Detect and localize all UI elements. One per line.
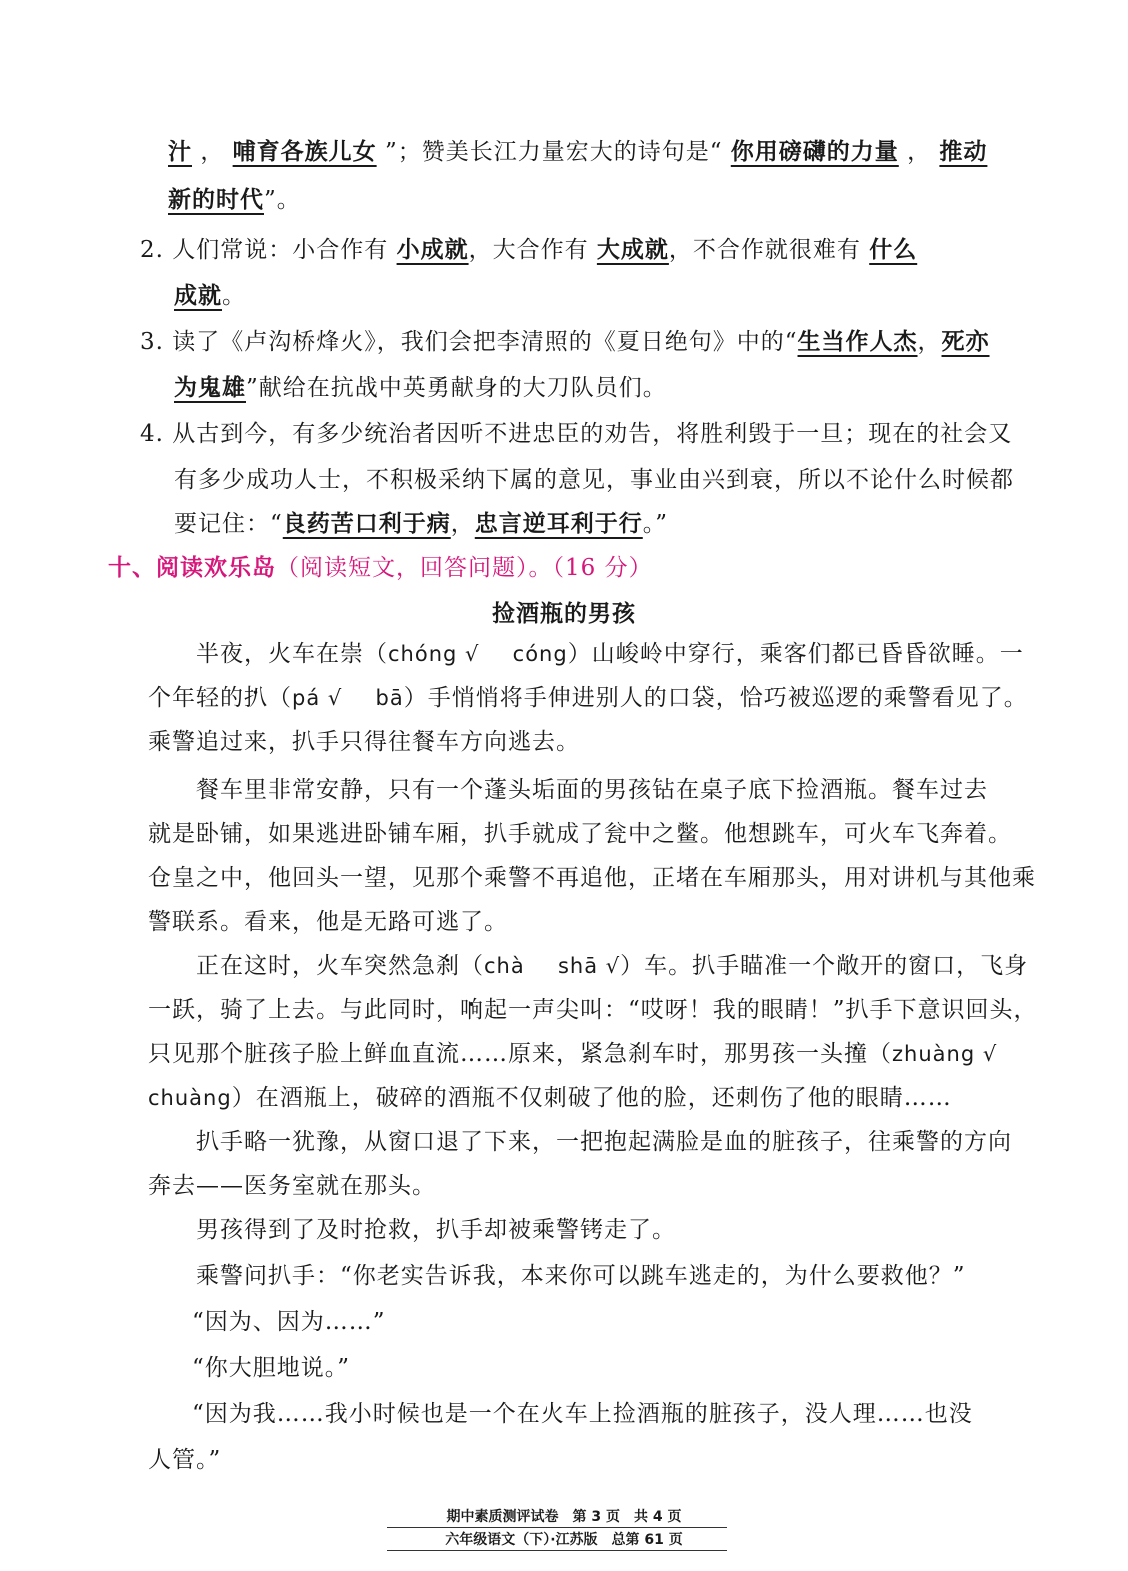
answer-blank: 哺育各族儿女	[232, 138, 377, 165]
answer-blank: 生当作人杰	[797, 328, 918, 355]
answer-blank: 大成就	[596, 236, 669, 263]
question-4-line1: 4. 从古到今，有多少统治者因听不进忠臣的劝告，将胜利毁于一旦；现在的社会又	[140, 421, 1013, 447]
answer-blank: 良药苦口利于病	[282, 510, 451, 537]
footer-divider	[387, 1527, 727, 1528]
story-paragraph-8: “你大胆地说。”	[192, 1355, 351, 1381]
answer-blank: 忠言逆耳利于行	[474, 510, 643, 537]
footer-page-info: 期中素质测评试卷 第 3 页 共 4 页	[446, 1509, 682, 1525]
answer-blank: 你用磅礴的力量	[730, 138, 899, 165]
story-paragraph-1-line1: 半夜，火车在崇（chóng √ cóng）山峻岭中穿行，乘客们都已昏昏欲睡。一	[196, 641, 1024, 667]
story-paragraph-3-line3: 只见那个脏孩子脸上鲜血直流……原来，紧急刹车时，那男孩一头撞 •（zhuàng √	[148, 1034, 1128, 1074]
story-paragraph-5: 男孩得到了及时抢救，扒手却被乘警铐走了。	[196, 1217, 676, 1243]
question-4-line3: 要记住：“良药苦口利于病，忠言逆耳利于行。”	[174, 510, 669, 537]
question-4-line2: 有多少成功人士，不积极采纳下属的意见，事业由兴到衰，所以不论什么时候都	[174, 467, 1014, 493]
story-paragraph-6: 乘警问扒手：“你老实告诉我，本来你可以跳车逃走的，为什么要救他？”	[196, 1263, 966, 1289]
answer-blank: 新的时代	[168, 186, 264, 213]
story-paragraph-4-line1: 扒手略一犹豫，从窗口退了下来，一把抱起满脸是血的脏孩子，往乘警的方向	[196, 1129, 1012, 1155]
story-paragraph-4-line2: 奔去——医务室就在那头。	[148, 1173, 436, 1199]
story-paragraph-2-line1: 餐车里非常安静，只有一个蓬头垢面的男孩钻在桌子底下捡酒瓶。餐车过去	[196, 777, 988, 803]
footer-edition-info: 六年级语文（下）·江苏版 总第 61 页	[445, 1532, 683, 1548]
story-paragraph-1-line3: 乘警追过来，扒手只得往餐车方向逃去。	[148, 729, 580, 755]
answer-blank: 什么	[869, 236, 918, 263]
section-heading: 十、阅读欢乐岛（阅读短文，回答问题）。（16 分）	[108, 554, 653, 581]
story-paragraph-2-line2: 就是卧铺，如果逃进卧铺车厢，扒手就成了瓮中之鳖。他想跳车，可火车飞奔着。	[148, 821, 1012, 847]
footer-divider	[387, 1550, 727, 1551]
question-2-line1: 2. 人们常说：小合作有 小成就，大合作有 大成就，不合作就很难有 什么	[140, 236, 918, 263]
question-3-line1: 3. 读了《卢沟桥烽火》，我们会把李清照的《夏日绝句》中的“生当作人杰，死亦	[140, 328, 990, 355]
story-paragraph-3-line1: 正在这时，火车突然急刹 •（chà shā √）车。扒手瞄准一个敞开的窗口，飞身	[196, 946, 1128, 986]
answer-blank: 汁	[168, 138, 192, 165]
story-paragraph-9-line1: “因为我……我小时候也是一个在火车上捡酒瓶的脏孩子，没人理……也没	[192, 1401, 973, 1427]
q1-continued-line1: 汁 ， 哺育各族儿女 ”；赞美长江力量宏大的诗句是“ 你用磅礴的力量 ， 推动	[168, 138, 988, 165]
story-paragraph-3-line4: chuàng）在酒瓶上，破碎的酒瓶不仅刺破了他的脸，还刺伤了他的眼睛……	[148, 1085, 952, 1111]
story-paragraph-7: “因为、因为……”	[192, 1309, 386, 1335]
question-2-line2: 成就。	[174, 282, 246, 309]
story-paragraph-2-line3: 仓皇之中，他回头一望，见那个乘警不再追他，正堵在车厢那头，用对讲机与其他乘	[148, 865, 1036, 891]
story-title: 捡酒瓶的男孩	[492, 600, 636, 627]
answer-blank: 死亦	[941, 328, 990, 355]
story-paragraph-1-line2: 个年轻的扒 •（pá √ bā）手悄悄将手伸进别人的口袋，恰巧被巡逻的乘警看见了。	[148, 678, 1128, 718]
answer-blank: 推动	[939, 138, 988, 165]
question-3-line2: 为鬼雄”献给在抗战中英勇献身的大刀队员们。	[174, 374, 667, 401]
story-paragraph-2-line4: 警联系。看来，他是无路可逃了。	[148, 909, 508, 935]
story-paragraph-9-line2: 人管。”	[148, 1447, 222, 1473]
answer-blank: 成就	[174, 282, 222, 309]
story-paragraph-3-line2: 一跃，骑了上去。与此同时，响 •起一声尖叫：“哎呀！我的眼睛！”扒手下意识回头，	[148, 990, 1128, 1030]
q1-continued-line2: 新的时代”。	[168, 186, 301, 213]
answer-blank: 小成就	[396, 236, 469, 263]
answer-blank: 为鬼雄	[174, 374, 246, 401]
